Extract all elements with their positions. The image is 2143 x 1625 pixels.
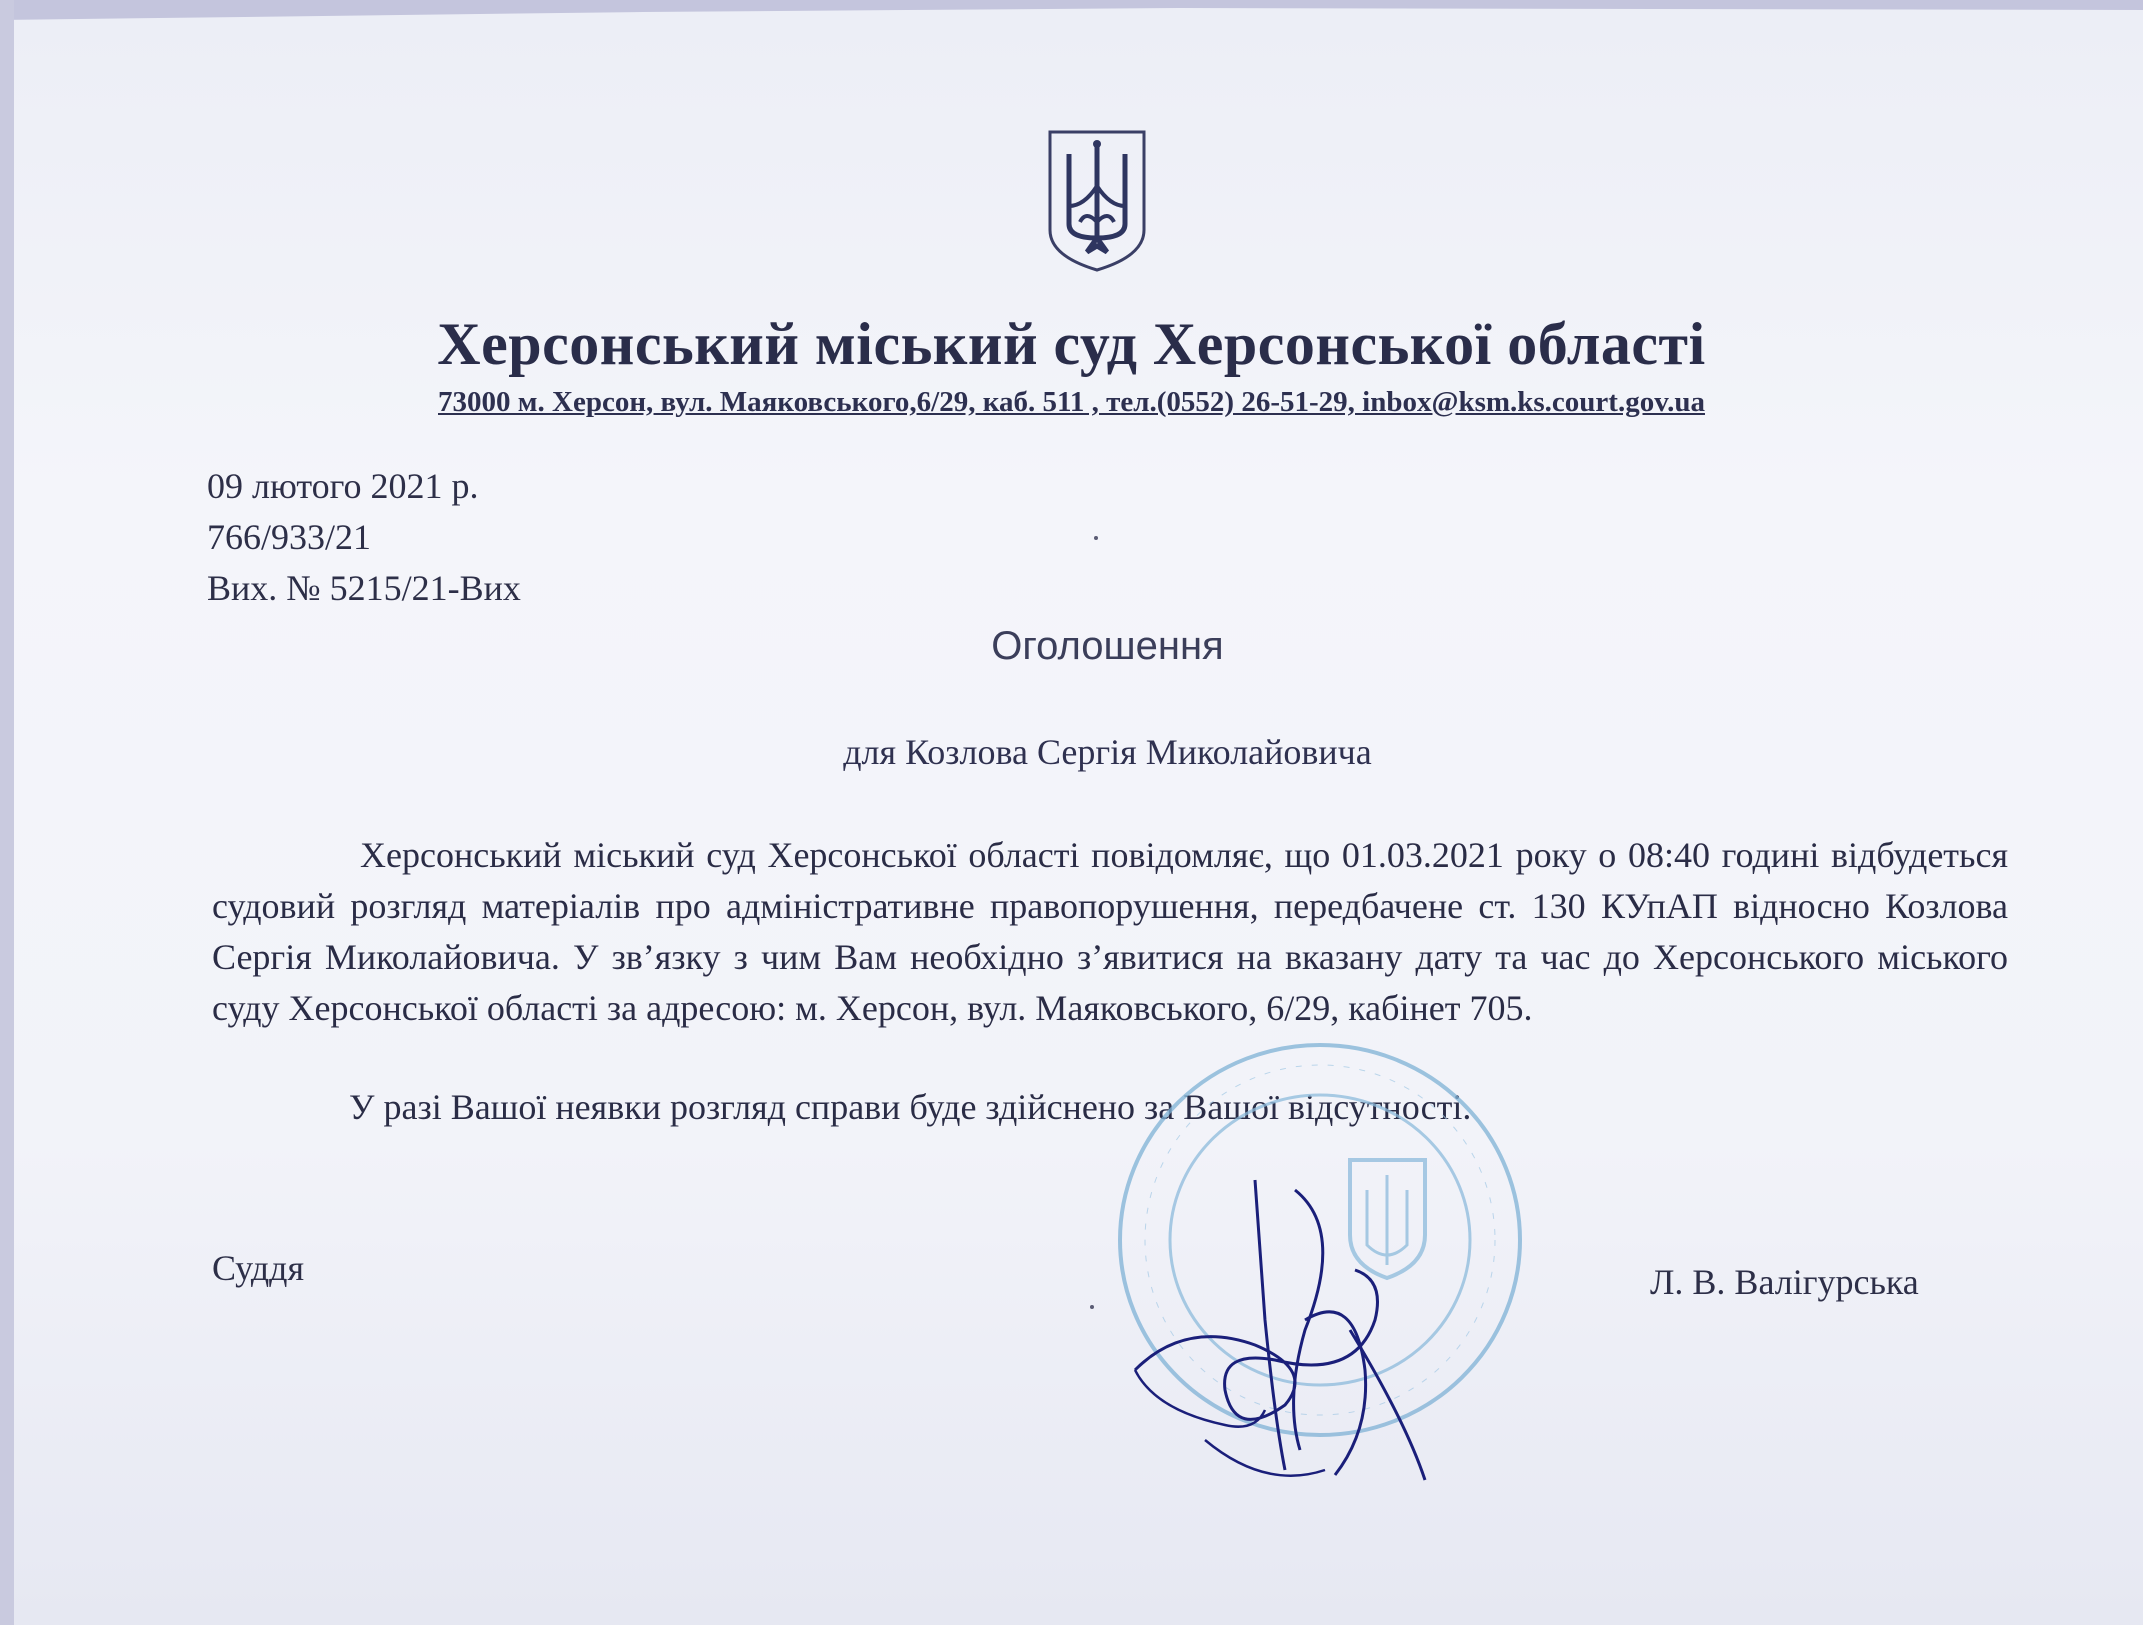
paper-speck — [1090, 1305, 1094, 1309]
judge-signature — [1125, 1170, 1445, 1500]
paper-speck — [1094, 536, 1098, 540]
outgoing-number: Вих. № 5215/21-Вих — [207, 568, 521, 608]
case-number: 766/933/21 — [207, 517, 372, 557]
notice-paragraph-1: Херсонський міський суд Херсонської області повідомляє, що 01.03.2021 року о 08:40 годині відбудеться судовий розгляд матеріалів про адміністративне правопорушення, передбачене ст. 130 КУпАП відносно Козлова Сергія Миколайовича. У зв’язку з чим Вам необхідно з’явитися на вказану дату та час до Херсонського міського суду Херсонської області за адресою: м. Херсон, вул. Маяковського, 6/29, кабінет 705. — [212, 835, 2008, 1028]
court-name: Херсонський міський суд Херсонської області — [437, 311, 1706, 377]
notice-paragraph-2: У разі Вашої неявки розгляд справи буде здійснено за Вашої відсутності. — [349, 1087, 1472, 1127]
judge-role: Суддя — [212, 1248, 305, 1288]
notice-title: Оголошення — [991, 624, 1224, 668]
trident-coat-of-arms-icon — [1044, 126, 1150, 274]
court-address: 73000 м. Херсон, вул. Маяковського,6/29, каб. 511 , тел.(0552) 26-51-29, inbox@ksm.ks.court.gov.ua — [438, 386, 1705, 418]
document-date: 09 лютого 2021 р. — [207, 466, 479, 506]
judge-name: Л. В. Валігурська — [1650, 1262, 1919, 1302]
paper-edge-shadow — [0, 0, 14, 1625]
addressee: для Козлова Сергія Миколайовича — [843, 732, 1372, 772]
